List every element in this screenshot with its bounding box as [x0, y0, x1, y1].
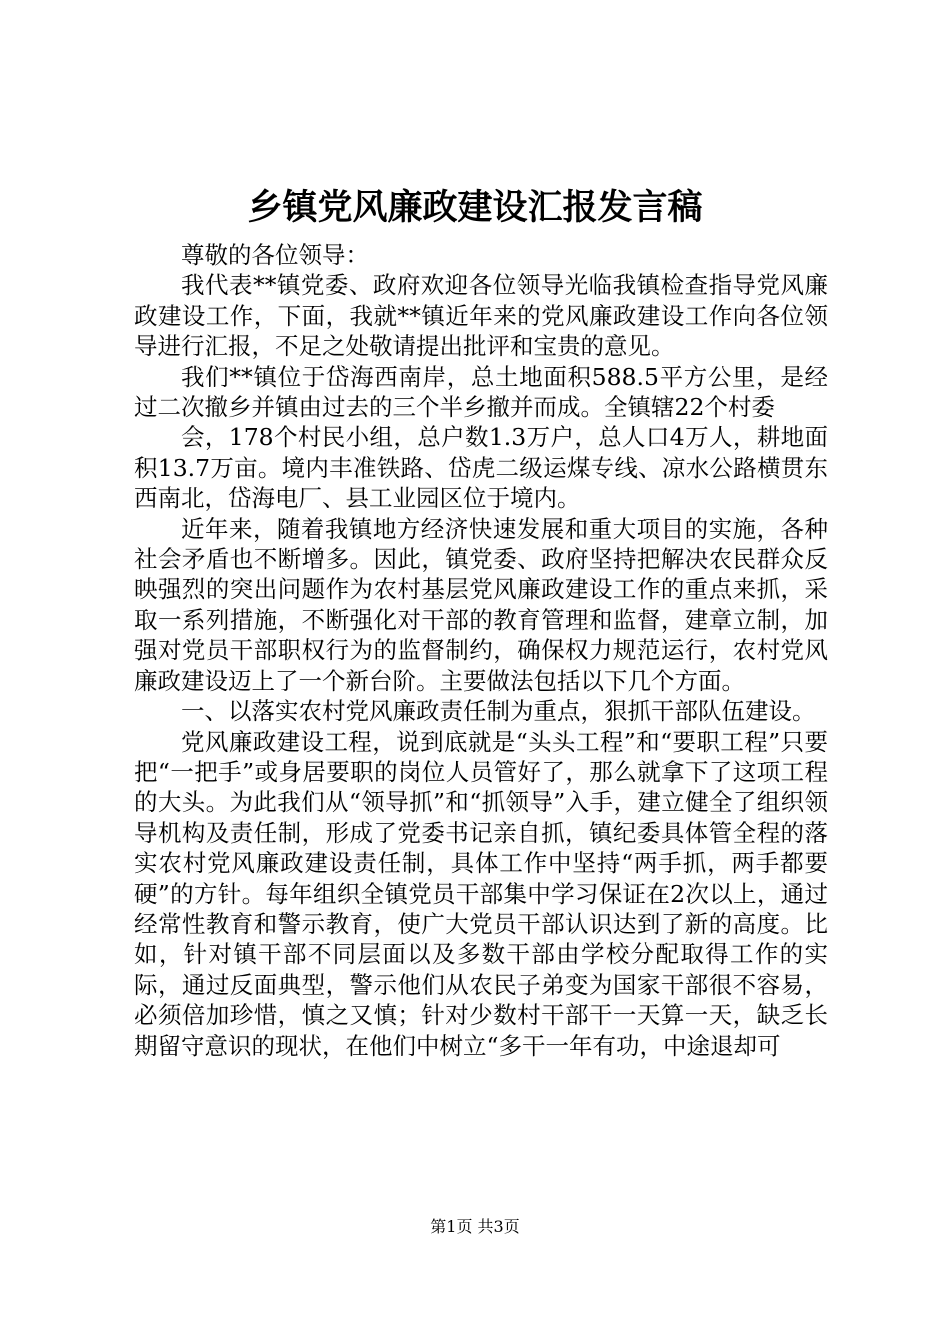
document-body: [134, 240, 828, 1061]
section-heading: 一、以落实农村党风廉政责任制为重点，狠抓干部队伍建设。: [181, 697, 816, 726]
body-paragraph: 我代表**镇党委、政府欢迎各位领导光临我镇检查指导党风廉政建设工作，下面，我就**镇近年来的党风廉政建设工作向各位领导进行汇报，不足之处敬请提出批评和宝贵的意见。: [134, 271, 828, 361]
body-paragraph: 近年来，随着我镇地方经济快速发展和重大项目的实施，各种社会矛盾也不断增多。因此，镇党委、政府坚持把解决农民群众反映强烈的突出问题作为农村基层党风廉政建设工作的重点来抓，采取一系列措施，不断强化对干部的教育管理和监督，建章立制，加强对党员干部职权行为的监督制约，确保权力规范运行，农村党风廉政建设迈上了一个新台阶。主要做法包括以下几个方面。: [134, 514, 828, 695]
body-paragraph: 党风廉政建设工程，说到底就是“头头工程”和“要职工程”只要把“一把手”或身居要职的岗位人员管好了，那么就拿下了这项工程的大头。为此我们从“领导抓”和“抓领导”入手，建立健全了组织领导机构及责任制，形成了党委书记亲自抓，镇纪委具体管全程的落实农村党风廉政建设责任制，具体工作中坚持“两手抓，两手都要硬”的方针。每年组织全镇党员干部集中学习保证在2次以上，通过经常性教育和警示教育，使广大党员干部认识达到了新的高度。比如，针对镇干部不同层面以及多数干部由学校分配取得工作的实际，通过反面典型，警示他们从农民子弟变为国家干部很不容易，必须倍加珍惜，慎之又慎；针对少数村干部干一天算一天，缺乏长期留守意识的现状，在他们中树立“多干一年有功，中途退却可: [134, 727, 828, 1060]
salutation: 尊敬的各位领导：: [181, 241, 369, 269]
body-paragraph: 我们**镇位于岱海西南岸，总土地面积588.5平方公里，是经过二次撤乡并镇由过去的三个半乡撤并而成。全镇辖22个村委: [134, 362, 828, 422]
body-paragraph: 会，178个村民小组，总户数1.3万户，总人口4万人，耕地面积13.7万亩。境内丰准铁路、岱虎二级运煤专线、凉水公路横贯东西南北，岱海电厂、县工业园区位于境内。: [134, 423, 828, 513]
document-title: 乡镇党风廉政建设汇报发言稿: [247, 187, 703, 228]
page-number-footer: 第1页 共3页: [430, 1217, 520, 1236]
